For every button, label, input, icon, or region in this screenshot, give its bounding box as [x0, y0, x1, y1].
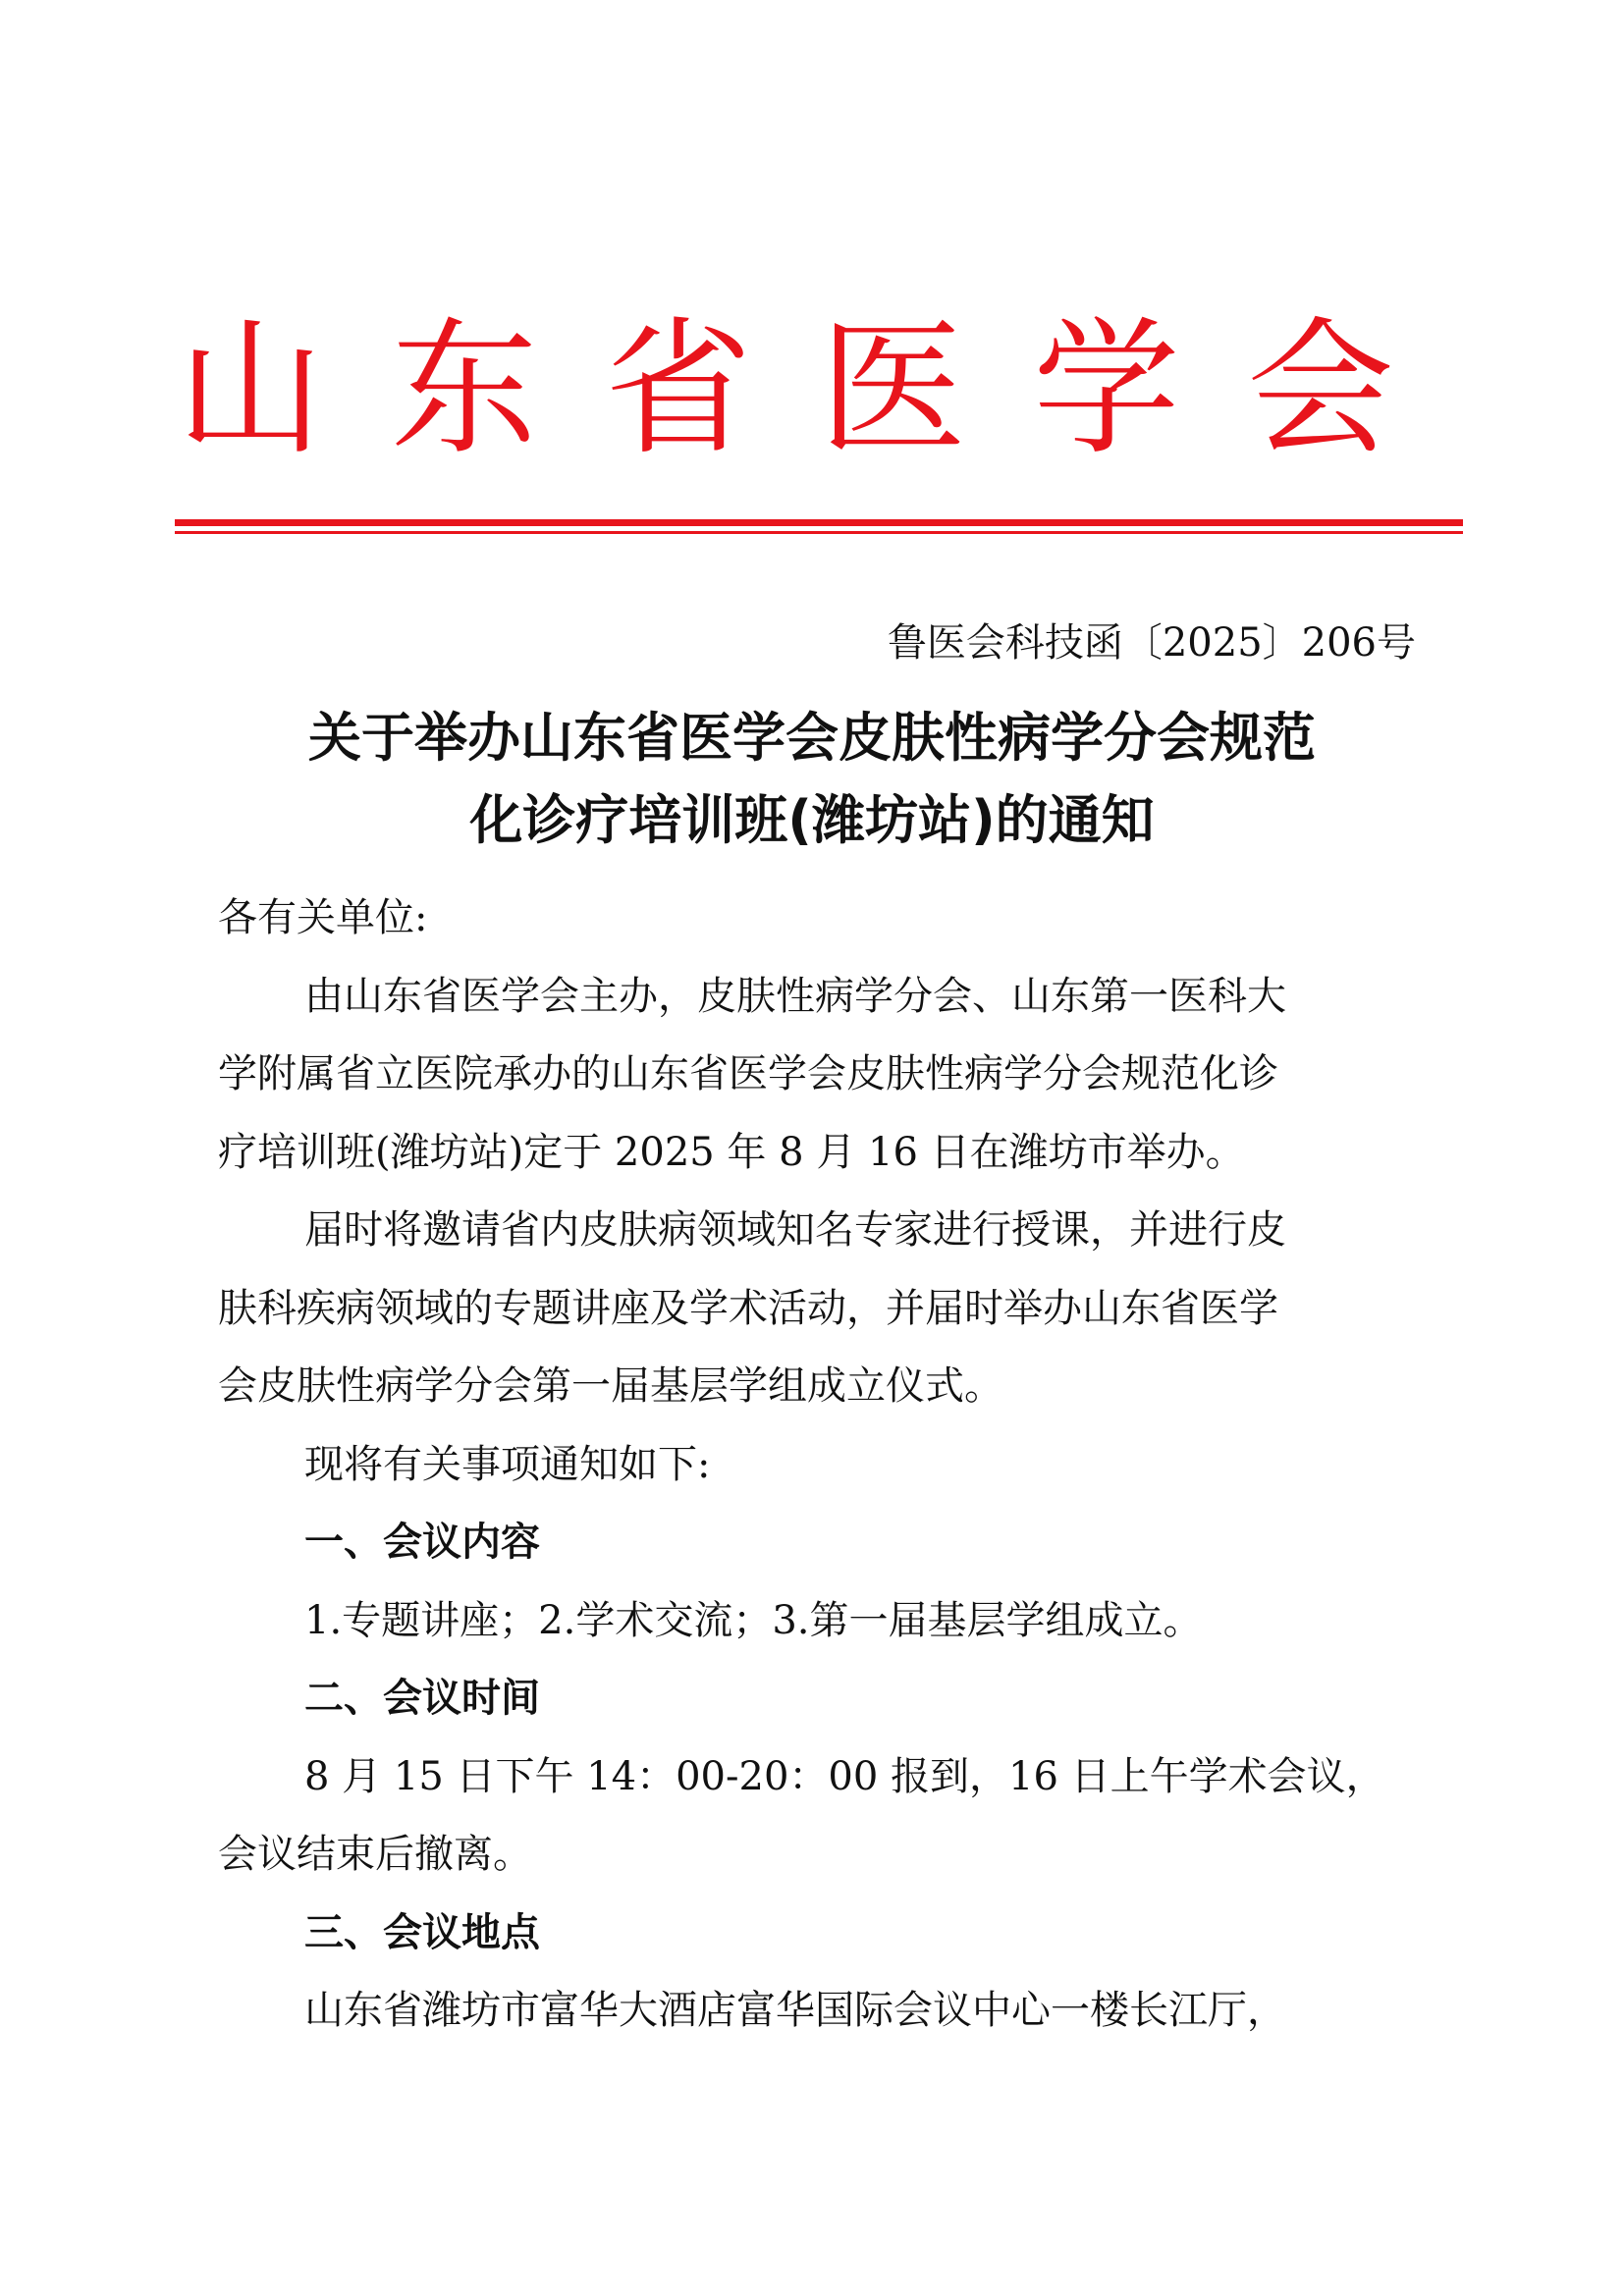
title-line: 关于举办山东省医学会皮肤性病学分会规范	[308, 707, 1316, 769]
paragraph-line: 疗培训班(潍坊站)定于 2025 年 8 月 16 日在潍坊市举办。	[218, 1129, 1245, 1175]
section-heading: 一、会议内容	[304, 1520, 540, 1565]
letterhead-char: 山	[177, 304, 325, 475]
letterhead-rule-thick	[175, 519, 1463, 526]
paragraph-line: 肤科疾病领域的专题讲座及学术活动，并届时举办山东省医学	[218, 1285, 1278, 1331]
letterhead-char: 会	[1246, 304, 1394, 475]
title-line: 化诊疗培训班(潍坊站)的通知	[469, 789, 1155, 851]
section-line: 山东省潍坊市富华大酒店富华国际会议中心一楼长江厅，	[304, 1988, 1286, 2033]
paragraph-line: 会皮肤性病学分会第一届基层学组成立仪式。	[218, 1363, 1003, 1409]
document-number: 鲁医会科技函〔2025〕206号	[887, 620, 1416, 666]
document-title	[196, 697, 1428, 862]
document-body	[218, 880, 1420, 2051]
letterhead-rule-thin	[175, 531, 1463, 534]
letterhead-char: 医	[818, 304, 966, 475]
paragraph-line: 现将有关事项通知如下:	[304, 1441, 711, 1487]
section-line: 1.专题讲座；2.学术交流；3.第一届基层学组成立。	[304, 1597, 1203, 1643]
salutation: 各有关单位:	[218, 895, 428, 940]
section-heading: 三、会议地点	[304, 1909, 540, 1955]
letterhead-char: 学	[1032, 304, 1180, 475]
section-line: 8 月 15 日下午 14：00-20：00 报到，16 日上午学术会议，	[304, 1753, 1385, 1799]
paragraph-line: 学附属省立医院承办的山东省医学会皮肤性病学分会规范化诊	[218, 1051, 1278, 1096]
letterhead-char: 省	[604, 304, 752, 475]
letterhead-org-name	[177, 304, 1394, 475]
section-heading: 二、会议时间	[304, 1676, 540, 1721]
letterhead-char: 东	[390, 304, 538, 475]
paragraph-line: 由山东省医学会主办，皮肤性病学分会、山东第一医科大	[304, 973, 1286, 1019]
paragraph-line: 届时将邀请省内皮肤病领域知名专家进行授课，并进行皮	[304, 1207, 1286, 1253]
section-line: 会议结束后撤离。	[218, 1832, 532, 1877]
